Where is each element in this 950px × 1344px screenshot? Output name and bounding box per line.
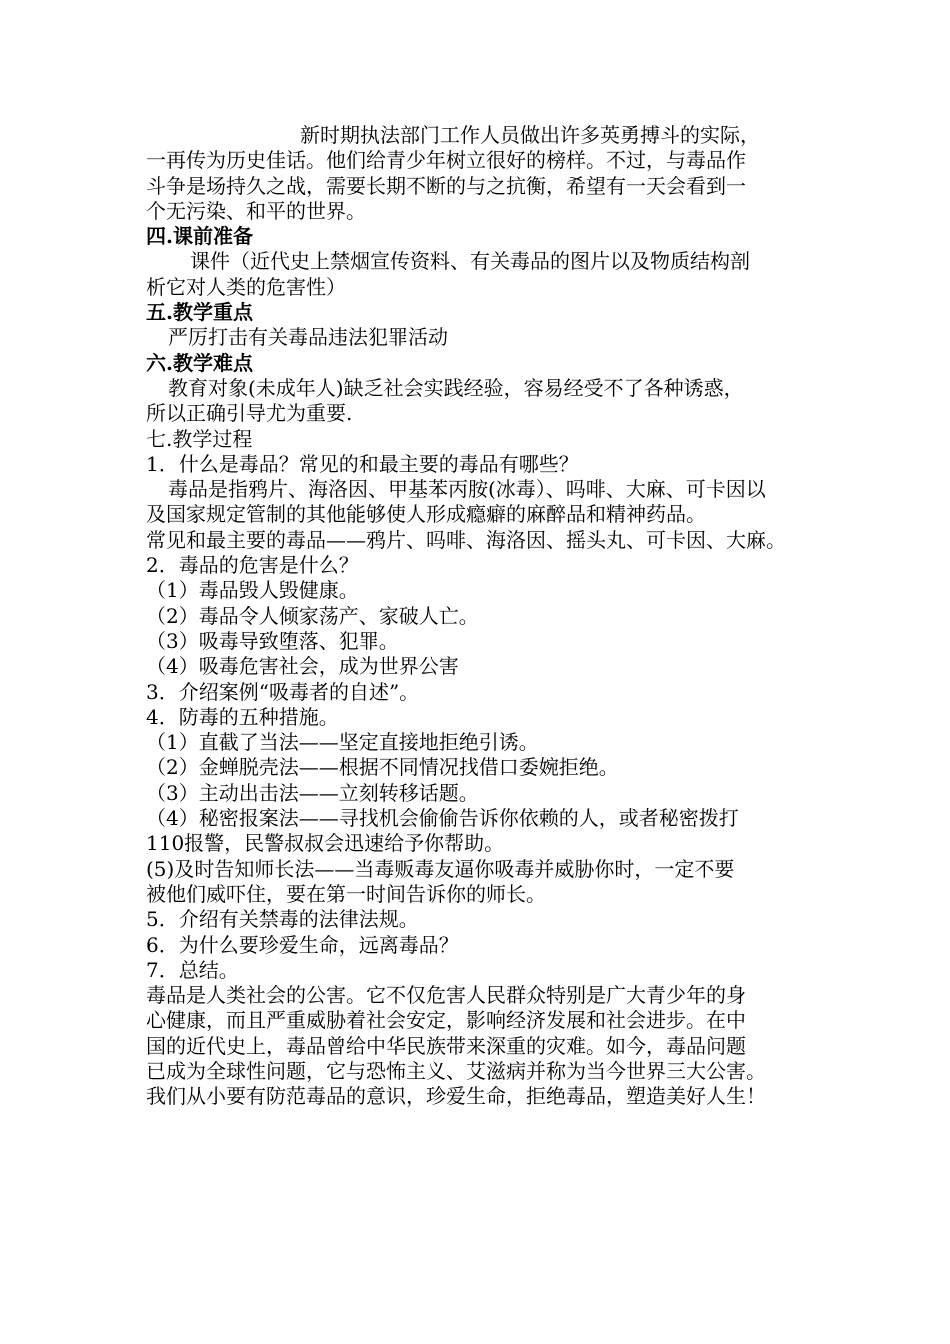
section-heading: 四.课前准备: [146, 224, 253, 249]
text-line: （1）直截了当法——坚定直接地拒绝引诱。: [146, 730, 539, 755]
document-body: [146, 123, 814, 1110]
text-line: 国的近代史上，毒品曾给中华民族带来深重的灾难。如今，毒品问题: [146, 1033, 746, 1058]
text-line: 及国家规定管制的其他能够使人形成瘾癖的麻醉品和精神药品。: [146, 502, 706, 527]
text-line: 5．介绍有关禁毒的法律法规。: [146, 907, 419, 932]
text-line: 6．为什么要珍爱生命，远离毒品？: [146, 932, 459, 957]
text-line: 被他们威吓住，要在第一时间告诉你的师长。: [146, 881, 546, 906]
text-line: （4）秘密报案法——寻找机会偷偷告诉你依赖的人，或者秘密拨打: [146, 806, 739, 831]
text-line: 4．防毒的五种措施。: [146, 704, 339, 729]
text-line: 7．总结。: [146, 957, 239, 982]
text-line: 个无污染、和平的世界。: [146, 198, 366, 223]
text-line: （2）金蝉脱壳法——根据不同情况找借口委婉拒绝。: [146, 755, 619, 780]
text-line: 严厉打击有关毒品违法犯罪活动: [168, 325, 448, 350]
text-line: (5)及时告知师长法——当毒贩毒友逼你吸毒并威胁你时，一定不要: [146, 856, 735, 881]
text-line: （2）毒品令人倾家荡产、家破人亡。: [146, 603, 479, 628]
section-heading: 六.教学难点: [146, 350, 253, 375]
text-line: 2．毒品的危害是什么？: [146, 553, 359, 578]
text-line: 我们从小要有防范毒品的意识，珍爱生命，拒绝毒品，塑造美好人生！: [146, 1084, 766, 1109]
text-line: 3．介绍案例“吸毒者的自述”。: [146, 679, 420, 704]
text-line: 毒品是指鸦片、海洛因、甲基苯丙胺(冰毒）、吗啡、大麻、可卡因以: [168, 477, 766, 502]
text-line: 毒品是人类社会的公害。它不仅危害人民群众特别是广大青少年的身: [146, 983, 746, 1008]
section-heading: 五.教学重点: [146, 300, 253, 325]
text-line: （3）吸毒导致堕落、犯罪。: [146, 628, 399, 653]
text-line: 所以正确引导尤为重要.: [146, 401, 353, 426]
text-line: 斗争是场持久之战，需要长期不断的与之抗衡，希望有一天会看到一: [146, 173, 746, 198]
text-line: （1）毒品毁人毁健康。: [146, 578, 359, 603]
text-line: 教育对象(未成年人)缺乏社会实践经验，容易经受不了各种诱惑，: [168, 375, 744, 400]
text-line: （4）吸毒危害社会，成为世界公害: [146, 654, 459, 679]
text-line: 已成为全球性问题，它与恐怖主义、艾滋病并称为当今世界三大公害。: [146, 1058, 766, 1083]
text-line: 新时期执法部门工作人员做出许多英勇搏斗的实际，: [300, 123, 760, 147]
text-line: 一再传为历史佳话。他们给青少年树立很好的榜样。不过，与毒品作: [146, 148, 746, 173]
text-line: 析它对人类的危害性）: [146, 274, 346, 299]
text-line: （3）主动出击法——立刻转移话题。: [146, 780, 479, 805]
text-line: 110报警，民警叔叔会迅速给予你帮助。: [146, 831, 505, 856]
text-line: 七.教学过程: [146, 426, 253, 451]
text-line: 常见和最主要的毒品——鸦片、吗啡、海洛因、摇头丸、可卡因、大麻。: [146, 527, 786, 552]
text-line: 1．什么是毒品？常见的和最主要的毒品有哪些？: [146, 451, 579, 476]
text-line: 课件（近代史上禁烟宣传资料、有关毒品的图片以及物质结构剖: [190, 249, 750, 274]
text-line: 心健康，而且严重威胁着社会安定，影响经济发展和社会进步。在中: [146, 1008, 746, 1033]
